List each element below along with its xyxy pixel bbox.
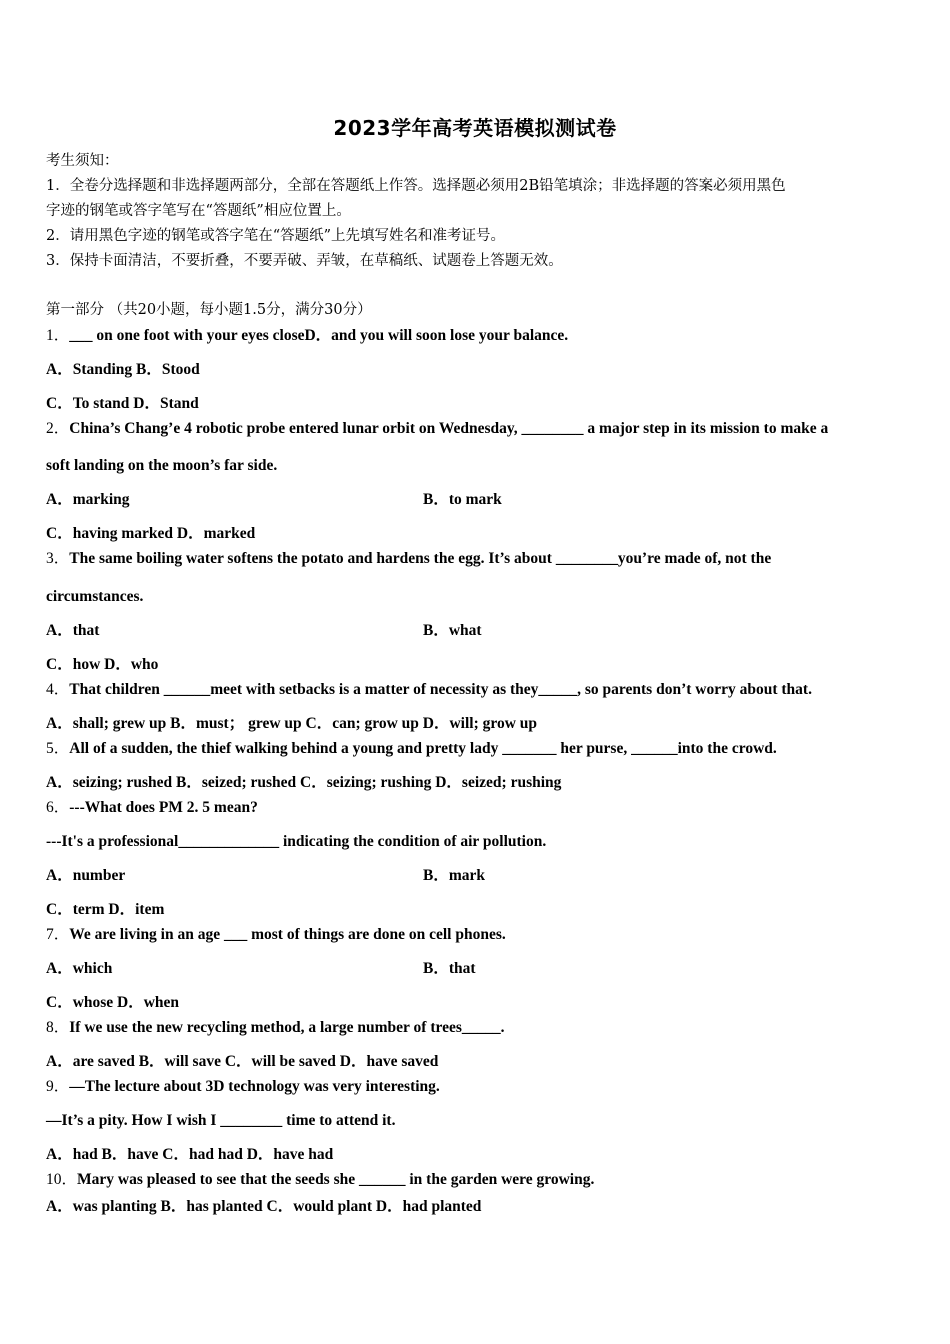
section-heading: 第一部分 （共20小题，每小题1.5分，满分30分） [46,302,372,318]
question-text: All of a sudden, the thief walking behind a young and pretty lady _______ her purse, ______into the crowd. [69,740,777,757]
question-1 [46,326,568,346]
options-row [46,959,476,979]
options-row: C．how D．who [46,656,159,673]
question-number: 3． [46,550,70,567]
question-text: ---What does PM 2. 5 mean? [69,799,258,816]
option-a: A．which [46,960,113,977]
question-9 [46,1077,440,1097]
options-row: C．whose D．when [46,994,180,1011]
question-10 [46,1170,594,1190]
options-row: A．are saved B．will save C．will be saved D．have saved [46,1053,439,1070]
question-number: 9． [46,1078,70,1095]
option-a: A．number [46,867,126,884]
option-a: A．marking [46,491,130,508]
options-row [46,490,502,510]
question-text: That children ______meet with setbacks is a matter of necessity as they_____, so parents don’t worry about that. [69,681,812,698]
question-text: —The lecture about 3D technology was very interesting. [69,1078,440,1095]
question-text-cont: circumstances. [46,588,144,605]
notice-item: 2．请用黑色字迹的钢笔或答字笔在“答题纸”上先填写姓名和准考证号。 [46,228,506,244]
notice-item: 3．保持卡面清洁，不要折叠，不要弄破、弄皱，在草稿纸、试题卷上答题无效。 [46,253,563,269]
options-row: A．was planting B．has planted C．would plant D．had planted [46,1198,482,1215]
notice-item: 1．全卷分选择题和非选择题两部分，全部在答题纸上作答。选择题必须用2B铅笔填涂；非选择题的答案必须用黑色 [46,178,786,194]
page-title: 2023学年高考英语模拟测试卷 [333,116,617,140]
question-7 [46,925,506,945]
options-row [46,866,486,886]
options-row: A．shall; grew up B．must； grew up C．can; grow up D．will; grow up [46,715,538,732]
option-b: B．that [423,960,476,977]
question-6 [46,798,258,818]
question-text: The same boiling water softens the potato and hardens the egg. It’s about ________you’re made of, not the [69,550,772,567]
question-number: 8． [46,1019,70,1036]
question-text-cont: soft landing on the moon’s far side. [46,457,278,474]
question-text: ___ on one foot with your eyes closeD．and you will soon lose your balance. [69,327,569,344]
options-row [46,621,482,641]
notice-heading: 考生须知： [46,153,119,169]
question-text: We are living in an age ___ most of things are done on cell phones. [69,926,506,943]
question-number: 2． [46,420,70,437]
options-row: C．having marked D．marked [46,525,256,542]
options-row: C．To stand D．Stand [46,395,199,412]
question-text: China’s Chang’e 4 robotic probe entered lunar orbit on Wednesday, ________ a major step in its mission to make a [69,420,829,437]
option-b: B．what [423,622,482,639]
question-3 [46,549,771,569]
notice-item: 字迹的钢笔或答字笔写在“答题纸”相应位置上。 [46,203,351,219]
question-8 [46,1018,505,1038]
question-number: 7． [46,926,70,943]
question-text-cont: ---It's a professional_____________ indicating the condition of air pollution. [46,833,547,850]
options-row: A．had B．have C．had had D．have had [46,1146,334,1163]
question-number: 6． [46,799,70,816]
options-row: A．Standing B．Stood [46,361,200,378]
question-number: 5． [46,740,70,757]
options-row: C．term D．item [46,901,165,918]
question-2 [46,419,828,439]
question-4 [46,680,812,700]
option-a: A．that [46,622,100,639]
question-number: 4． [46,681,70,698]
question-text: If we use the new recycling method, a large number of trees_____. [69,1019,505,1036]
options-row: A．seizing; rushed B．seized; rushed C．seizing; rushing D．seized; rushing [46,774,562,791]
question-text: Mary was pleased to see that the seeds she ______ in the garden were growing. [77,1171,595,1188]
question-text-cont: —It’s a pity. How I wish I ________ time to attend it. [46,1112,396,1129]
question-number: 10． [46,1171,78,1188]
option-b: B．mark [423,867,486,884]
question-number: 1． [46,327,70,344]
question-5 [46,739,777,759]
option-b: B．to mark [423,491,502,508]
